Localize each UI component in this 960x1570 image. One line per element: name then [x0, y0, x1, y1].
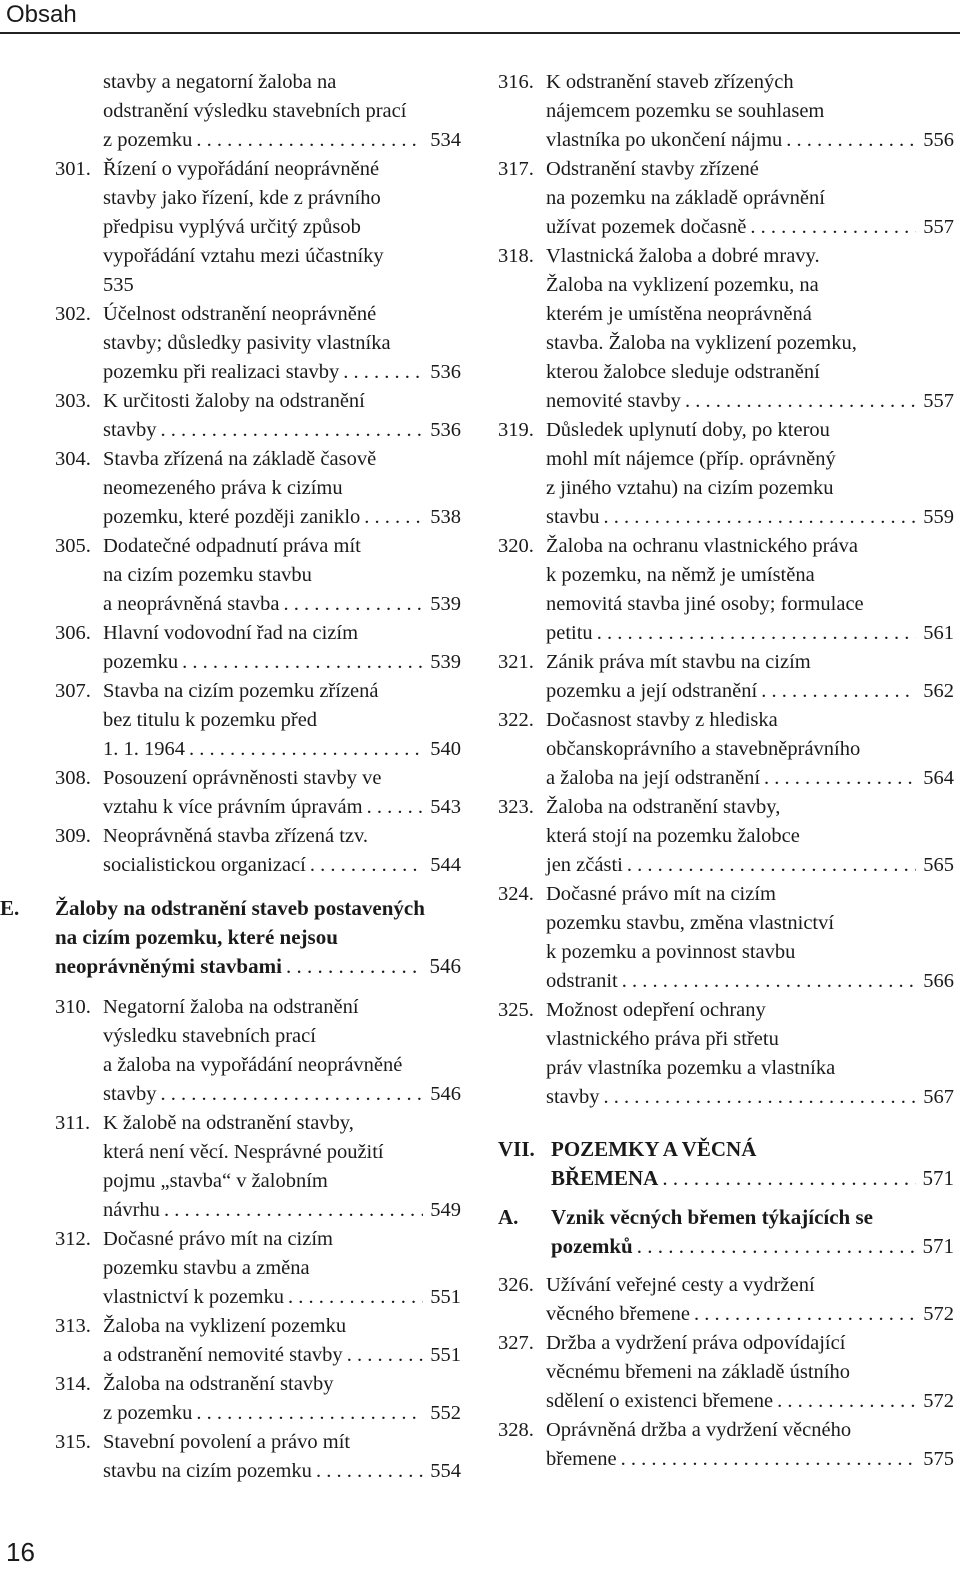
toc-entry-last-line [546, 1083, 954, 1112]
toc-entry-title-line: k pozemku a povinnost stavbu [546, 941, 796, 963]
toc-entry[interactable] [498, 155, 954, 242]
toc-entry-title-end: věcného břemene [546, 1303, 690, 1325]
toc-entry-page: 565 [923, 854, 954, 876]
toc-section-letter: VII. [498, 1137, 535, 1161]
toc-leader-dots [662, 1164, 916, 1193]
toc-list-left [55, 68, 461, 880]
toc-entry[interactable] [498, 68, 954, 155]
toc-entry[interactable] [55, 822, 461, 880]
toc-entry-page: 566 [923, 970, 954, 992]
toc-list-right-2 [498, 1271, 954, 1474]
toc-entry-title [103, 619, 461, 677]
toc-entry-last-line [103, 851, 461, 880]
toc-entry-title-line: Užívání veřejné cesty a vydržení [546, 1274, 815, 1296]
toc-entry-title [103, 532, 461, 619]
toc-entry-number: 317. [498, 158, 534, 180]
toc-entry-title-line: a žaloba na vypořádání neoprávněné [103, 1054, 403, 1076]
toc-entry-title-end: a neoprávněná stavba [103, 593, 280, 615]
toc-entry-page: 571 [922, 1234, 954, 1258]
toc-entry-title [546, 648, 954, 706]
toc-entry-title [103, 155, 461, 300]
toc-entry-last-line [546, 213, 954, 242]
toc-entry-title-end: socialistickou organizací [103, 854, 306, 876]
toc-entry-title-end: neoprávněnými stavbami [55, 954, 282, 978]
toc-entry-title-line: výsledku stavebních prací [103, 1025, 316, 1047]
toc-entry-title-line: Zánik práva mít stavbu na cizím [546, 651, 811, 673]
toc-entry-last-line [103, 271, 461, 300]
toc-entry[interactable] [498, 706, 954, 793]
toc-entry-title-line: stavby; důsledky pasivity vlastníka [103, 332, 391, 354]
toc-entry-title-end: z pozemku [103, 129, 193, 151]
spacer [55, 880, 461, 894]
toc-entry-last-line [103, 1283, 461, 1312]
page-title: Obsah [6, 1, 77, 28]
toc-entry-title-line: kterém je umístěna neoprávněná [546, 303, 812, 325]
toc-entry-page: 546 [429, 954, 461, 978]
toc-entry-page: 539 [430, 593, 461, 615]
toc-entry-number: 322. [498, 709, 534, 731]
toc-entry-title-line: bez titulu k pozemku před [103, 709, 318, 731]
toc-entry-title [546, 68, 954, 155]
toc-entry-title [546, 242, 954, 416]
toc-entry-number: 301. [55, 158, 91, 180]
toc-section-letter: A. [498, 1205, 519, 1229]
toc-entry[interactable] [55, 387, 461, 445]
toc-leader-dots [637, 1232, 916, 1261]
toc-leader-dots [316, 1457, 423, 1486]
toc-entry-title-end: sdělení o existenci břemene [546, 1390, 774, 1412]
toc-entry-last-line [546, 619, 954, 648]
toc-entry-page: 536 [430, 419, 461, 441]
toc-entry-title-line: Dočasné právo mít na cizím [103, 1228, 333, 1250]
toc-leader-dots [364, 503, 423, 532]
toc-entry-number: 316. [498, 71, 534, 93]
toc-entry-title-line: stavba. Žaloba na vyklizení pozemku, [546, 332, 857, 354]
toc-entry-title-end: vlastníka po ukončení nájmu [546, 129, 783, 151]
toc-entry-title [546, 1271, 954, 1329]
toc-entry-title-line: která stojí na pozemku žalobce [546, 825, 800, 847]
toc-entry-title-end: petitu [546, 622, 593, 644]
toc-entry-number: 312. [55, 1228, 91, 1250]
toc-leader-dots [182, 648, 423, 677]
toc-entry-number: 314. [55, 1373, 91, 1395]
toc-section-e[interactable] [0, 894, 461, 981]
toc-entry-title-line: K určitosti žaloby na odstranění [103, 390, 365, 412]
toc-entry-title-end: jen zčásti [546, 854, 623, 876]
toc-entry[interactable] [55, 993, 461, 1109]
toc-entry-last-line [546, 1387, 954, 1416]
toc-entry-page: 572 [923, 1303, 954, 1325]
toc-entry-title-line: věcnému břemeni na základě ústního [546, 1361, 850, 1383]
toc-entry-title [103, 822, 461, 880]
toc-entry[interactable] [498, 648, 954, 706]
toc-entry-last-line [546, 126, 954, 155]
toc-entry-last-line [103, 648, 461, 677]
toc-entry-title-line: Dodatečné odpadnutí práva mít [103, 535, 361, 557]
toc-entry-page: 561 [923, 622, 954, 644]
toc-entry[interactable] [55, 1428, 461, 1486]
toc-entry-page: 572 [923, 1390, 954, 1412]
toc-entry-title-line: na cizím pozemku, které nejsou [55, 925, 338, 949]
toc-left-column [0, 68, 461, 1486]
toc-entry[interactable] [55, 619, 461, 677]
toc-entry-page: 543 [430, 796, 461, 818]
toc-entry-number: 318. [498, 245, 534, 267]
toc-entry-page: 534 [430, 129, 461, 151]
toc-entry-last-line [103, 590, 461, 619]
toc-entry-title-line: Žaloba na odstranění stavby, [546, 796, 781, 818]
toc-entry[interactable] [55, 445, 461, 532]
toc-entry-title-line: Důsledek uplynutí doby, po kterou [546, 419, 830, 441]
toc-leader-dots [347, 1341, 423, 1370]
toc-entry-title-line: Vlastnická žaloba a dobré mravy. [546, 245, 820, 267]
toc-entry-title-line: Hlavní vodovodní řad na cizím [103, 622, 359, 644]
toc-entry-page: 551 [430, 1286, 461, 1308]
toc-entry-title [103, 764, 461, 822]
toc-entry-last-line [103, 416, 461, 445]
toc-list-right [498, 68, 954, 1112]
toc-entry-title-line: pozemku stavbu a změna [103, 1257, 310, 1279]
toc-entry-number: 313. [55, 1315, 91, 1337]
toc-entry-title-end: pozemků [551, 1234, 633, 1258]
toc-entry-title-end: vlastnictví k pozemku [103, 1286, 285, 1308]
toc-entry[interactable] [55, 677, 461, 764]
toc-entry-title-line: občanskoprávního a stavebněprávního [546, 738, 861, 760]
toc-entry[interactable] [498, 880, 954, 996]
toc-leader-dots [761, 677, 916, 706]
toc-entry-title-line: K žalobě na odstranění stavby, [103, 1112, 354, 1134]
toc-entry-page: 556 [923, 129, 954, 151]
toc-entry-title [551, 1135, 954, 1193]
toc-entry-title [103, 300, 461, 387]
toc-entry-title-line: Žaloby na odstranění staveb postavených [55, 896, 425, 920]
toc-entry[interactable] [55, 155, 461, 300]
toc-entry-title-line: Negatorní žaloba na odstranění [103, 996, 359, 1018]
toc-leader-dots [694, 1300, 916, 1329]
toc-entry-title-end: břemene [546, 1448, 617, 1470]
toc-entry-title-line: Oprávněná držba a vydržení věcného [546, 1419, 852, 1441]
toc-entry-title-line: Řízení o vypořádání neoprávněné [103, 158, 380, 180]
toc-entry-number: 325. [498, 999, 534, 1021]
toc-entry-last-line [546, 387, 954, 416]
toc-leader-dots [310, 851, 423, 880]
toc-entry-title-end: stavby [103, 419, 157, 441]
toc-entry-title-end: vztahu k více právním úpravám [103, 796, 363, 818]
toc-entry-title-line: Držba a vydržení práva odpovídající [546, 1332, 846, 1354]
toc-entry-title-end: z pozemku [103, 1402, 193, 1424]
toc-entry-page: 536 [430, 361, 461, 383]
toc-entry-last-line [546, 1300, 954, 1329]
toc-entry[interactable] [498, 532, 954, 648]
toc-entry-title-line: na cizím pozemku stavbu [103, 564, 312, 586]
toc-entry-last-line [551, 1164, 954, 1193]
toc-entry-number: 308. [55, 767, 91, 789]
toc-entry-title [546, 880, 954, 996]
toc-entry-title-end: nemovité stavby [546, 390, 681, 412]
toc-entry-last-line [546, 677, 954, 706]
toc-entry-last-line [103, 358, 461, 387]
toc-leader-dots [777, 1387, 916, 1416]
toc-entry-title-end: pozemku při realizaci stavby [103, 361, 340, 383]
toc-entry-title-end: pozemku, které později zaniklo [103, 506, 361, 528]
toc-entry-title [546, 1329, 954, 1416]
toc-entry-title-end: odstranit [546, 970, 618, 992]
toc-entry[interactable] [55, 1109, 461, 1225]
toc-entry-title-line: pojmu „stavba“ v žalobním [103, 1170, 328, 1192]
toc-entry-number: 310. [55, 996, 91, 1018]
toc-entry-title [103, 1312, 461, 1370]
toc-entry-title [103, 387, 461, 445]
toc-leader-dots [604, 503, 916, 532]
toc-entry-title [546, 416, 954, 532]
toc-entry-title [103, 1428, 461, 1486]
toc-entry-page: 559 [923, 506, 954, 528]
toc-entry-number: 311. [55, 1112, 91, 1134]
toc-entry-number: 328. [498, 1419, 534, 1441]
toc-leader-dots [786, 126, 916, 155]
toc-entry-title-line: Žaloba na ochranu vlastnického práva [546, 535, 858, 557]
toc-entry-title-end: stavby [103, 1083, 157, 1105]
toc-entry-last-line [546, 1445, 954, 1474]
toc-entry-title-line: Dočasné právo mít na cizím [546, 883, 776, 905]
toc-entry[interactable] [498, 1416, 954, 1474]
toc-entry[interactable] [498, 242, 954, 416]
toc-leader-dots [196, 1399, 423, 1428]
toc-leader-dots [161, 416, 423, 445]
toc-entry-title-line: Žaloba na vyklizení pozemku [103, 1315, 347, 1337]
toc-entry-page: 540 [430, 738, 461, 760]
toc-entry[interactable] [55, 68, 461, 155]
toc-entry-title-line: Neoprávněná stavba zřízená tzv. [103, 825, 369, 847]
toc-entry-page: 551 [430, 1344, 461, 1366]
toc-entry-title [103, 1370, 461, 1428]
toc-entry-title-end: 535 [103, 274, 134, 296]
toc-entry-title-end: a žaloba na její odstranění [546, 767, 761, 789]
toc-entry-number: 306. [55, 622, 91, 644]
toc-entry-title-line: Stavba na cizím pozemku zřízená [103, 680, 379, 702]
toc-right-column [498, 68, 954, 1474]
toc-entry-title-line: Dočasnost stavby z hlediska [546, 709, 778, 731]
toc-entry[interactable] [498, 1329, 954, 1416]
toc-leader-dots [604, 1083, 916, 1112]
toc-entry-page: 575 [923, 1448, 954, 1470]
toc-leader-dots [288, 1283, 423, 1312]
toc-entry-number: 321. [498, 651, 534, 673]
toc-entry[interactable] [55, 532, 461, 619]
toc-entry-title-line: k pozemku, na němž je umístěna [546, 564, 815, 586]
toc-entry-title-line: která není věcí. Nesprávné použití [103, 1141, 384, 1163]
page-number: 16 [6, 1537, 35, 1567]
toc-entry-title-line: práv vlastníka pozemku a vlastníka [546, 1057, 836, 1079]
toc-entry-title-line: stavby jako řízení, kde z právního [103, 187, 381, 209]
toc-chapter-vii[interactable] [498, 1135, 954, 1193]
toc-leader-dots [164, 1196, 423, 1225]
toc-entry-title-line: nájemcem pozemku se souhlasem [546, 100, 825, 122]
toc-entry-title-line: Žaloba na vyklizení pozemku, na [546, 274, 819, 296]
toc-entry-title-line: K odstranění staveb zřízených [546, 71, 794, 93]
toc-entry-last-line [103, 1457, 461, 1486]
toc-entry-title [546, 155, 954, 242]
toc-entry-number: 307. [55, 680, 91, 702]
toc-entry-title [546, 1416, 954, 1474]
toc-entry-title-line: Možnost odepření ochrany [546, 999, 766, 1021]
toc-entry-page: 544 [430, 854, 461, 876]
toc-entry-last-line [103, 1196, 461, 1225]
toc-entry-number: 303. [55, 390, 91, 412]
toc-leader-dots [367, 793, 423, 822]
toc-leader-dots [627, 851, 916, 880]
toc-entry-title-end: návrhu [103, 1199, 160, 1221]
toc-entry-title-line: mohl mít nájemce (příp. oprávněný [546, 448, 836, 470]
header-divider [0, 32, 960, 34]
toc-entry-title-line: Stavba zřízená na základě časově [103, 448, 377, 470]
toc-leader-dots [764, 764, 916, 793]
toc-entry-title-end: stavbu na cizím pozemku [103, 1460, 312, 1482]
toc-entry-last-line [103, 1341, 461, 1370]
toc-leader-dots [685, 387, 916, 416]
toc-entry-title [103, 445, 461, 532]
toc-entry-number: 323. [498, 796, 534, 818]
toc-entry-title-line: neomezeného práva k cizímu [103, 477, 343, 499]
toc-entry-last-line [103, 126, 461, 155]
toc-list-left-2 [55, 993, 461, 1486]
toc-leader-dots [343, 358, 423, 387]
toc-entry-title [546, 793, 954, 880]
toc-entry-title-end: 1. 1. 1964 [103, 738, 185, 760]
toc-section-letter: E. [0, 896, 20, 920]
toc-entry-title-line: odstranění výsledku stavebních prací [103, 100, 407, 122]
toc-entry[interactable] [498, 416, 954, 532]
toc-entry-page: 562 [923, 680, 954, 702]
toc-entry-title-end: pozemku [103, 651, 179, 673]
toc-leader-dots [189, 735, 423, 764]
toc-entry-title-line: kterou žalobce sleduje odstranění [546, 361, 820, 383]
toc-entry-last-line [103, 793, 461, 822]
toc-entry-title-line: POZEMKY A VĚCNÁ [551, 1137, 757, 1161]
toc-entry-title-line: vypořádání vztahu mezi účastníky [103, 245, 384, 267]
toc-entry-title [103, 1225, 461, 1312]
toc-entry-page: 567 [923, 1086, 954, 1108]
toc-entry[interactable] [55, 764, 461, 822]
toc-entry-title [546, 996, 954, 1112]
toc-entry-title-end: užívat pozemek dočasně [546, 216, 747, 238]
toc-entry-last-line [103, 1399, 461, 1428]
toc-entry-title [103, 677, 461, 764]
toc-entry-title-end: BŘEMENA [551, 1166, 659, 1190]
toc-entry-number: 315. [55, 1431, 91, 1453]
toc-entry-title [103, 993, 461, 1109]
toc-entry-last-line [546, 764, 954, 793]
toc-entry-title-line: Stavební povolení a právo mít [103, 1431, 351, 1453]
toc-entry-title-end: stavby [546, 1086, 600, 1108]
toc-entry-last-line [551, 1232, 954, 1261]
toc-entry-page: 557 [923, 216, 954, 238]
toc-entry-title-line: Účelnost odstranění neoprávněné [103, 303, 377, 325]
toc-entry[interactable] [498, 996, 954, 1112]
toc-entry-last-line [103, 503, 461, 532]
toc-leader-dots [597, 619, 916, 648]
toc-entry-title-line: vlastnického práva při střetu [546, 1028, 779, 1050]
toc-entry-last-line [103, 1080, 461, 1109]
toc-entry-last-line [103, 735, 461, 764]
toc-entry-number: 324. [498, 883, 534, 905]
toc-entry-number: 319. [498, 419, 534, 441]
toc-entry-last-line [55, 952, 461, 981]
toc-entry-title-line: Žaloba na odstranění stavby [103, 1373, 334, 1395]
toc-entry-title-line: pozemku stavbu, změna vlastnictví [546, 912, 835, 934]
toc-entry[interactable] [55, 300, 461, 387]
toc-entry[interactable] [498, 1271, 954, 1329]
toc-entry-page: 554 [430, 1460, 461, 1482]
spacer [55, 981, 461, 993]
toc-entry-title-end: a odstranění nemovité stavby [103, 1344, 343, 1366]
toc-entry-title-line: Posouzení oprávněnosti stavby ve [103, 767, 382, 789]
toc-leader-dots [622, 967, 916, 996]
toc-entry-number: 326. [498, 1274, 534, 1296]
toc-entry-page: 571 [922, 1166, 954, 1190]
toc-leader-dots [750, 213, 916, 242]
toc-entry-title-line: z jiného vztahu) na cizím pozemku [546, 477, 834, 499]
toc-entry-last-line [546, 851, 954, 880]
toc-leader-dots [196, 126, 423, 155]
toc-entry[interactable] [55, 1370, 461, 1428]
toc-entry-last-line [546, 967, 954, 996]
toc-entry[interactable] [498, 793, 954, 880]
toc-entry-title [103, 68, 461, 155]
toc-entry-title [55, 894, 461, 981]
toc-entry-number: 327. [498, 1332, 534, 1354]
toc-entry-page: 546 [430, 1083, 461, 1105]
toc-entry-title [551, 1203, 954, 1261]
toc-entry-page: 538 [430, 506, 461, 528]
spacer [498, 1193, 954, 1203]
toc-entry-title-line: na pozemku na základě oprávnění [546, 187, 825, 209]
toc-entry-page: 564 [923, 767, 954, 789]
toc-entry-title [546, 532, 954, 648]
toc-leader-dots [621, 1445, 916, 1474]
toc-entry-number: 302. [55, 303, 91, 325]
toc-entry-title-line: předpisu vyplývá určitý způsob [103, 216, 361, 238]
spacer [498, 1261, 954, 1271]
toc-entry-page: 549 [430, 1199, 461, 1221]
toc-entry[interactable] [55, 1312, 461, 1370]
toc-entry-number: 305. [55, 535, 91, 557]
toc-entry-number: 304. [55, 448, 91, 470]
toc-entry-last-line [546, 503, 954, 532]
toc-entry-title-end: stavbu [546, 506, 600, 528]
toc-entry-title-line: stavby a negatorní žaloba na [103, 71, 337, 93]
toc-leader-dots [161, 1080, 423, 1109]
toc-entry-title [546, 706, 954, 793]
spacer [498, 1112, 954, 1135]
toc-entry-title-line: Odstranění stavby zřízené [546, 158, 759, 180]
toc-entry-number: 309. [55, 825, 91, 847]
toc-entry-page: 539 [430, 651, 461, 673]
toc-section-a[interactable] [498, 1203, 954, 1261]
toc-entry-title-line: Vznik věcných břemen týkajících se [551, 1205, 873, 1229]
toc-entry-title [103, 1109, 461, 1225]
toc-leader-dots [283, 590, 423, 619]
toc-entry-page: 552 [430, 1402, 461, 1424]
toc-entry-title-line: nemovitá stavba jiné osoby; formulace [546, 593, 864, 615]
toc-leader-dots [286, 952, 423, 981]
toc-entry-number: 320. [498, 535, 534, 557]
toc-entry-page: 557 [923, 390, 954, 412]
toc-entry-title-end: pozemku a její odstranění [546, 680, 758, 702]
toc-entry[interactable] [55, 1225, 461, 1312]
